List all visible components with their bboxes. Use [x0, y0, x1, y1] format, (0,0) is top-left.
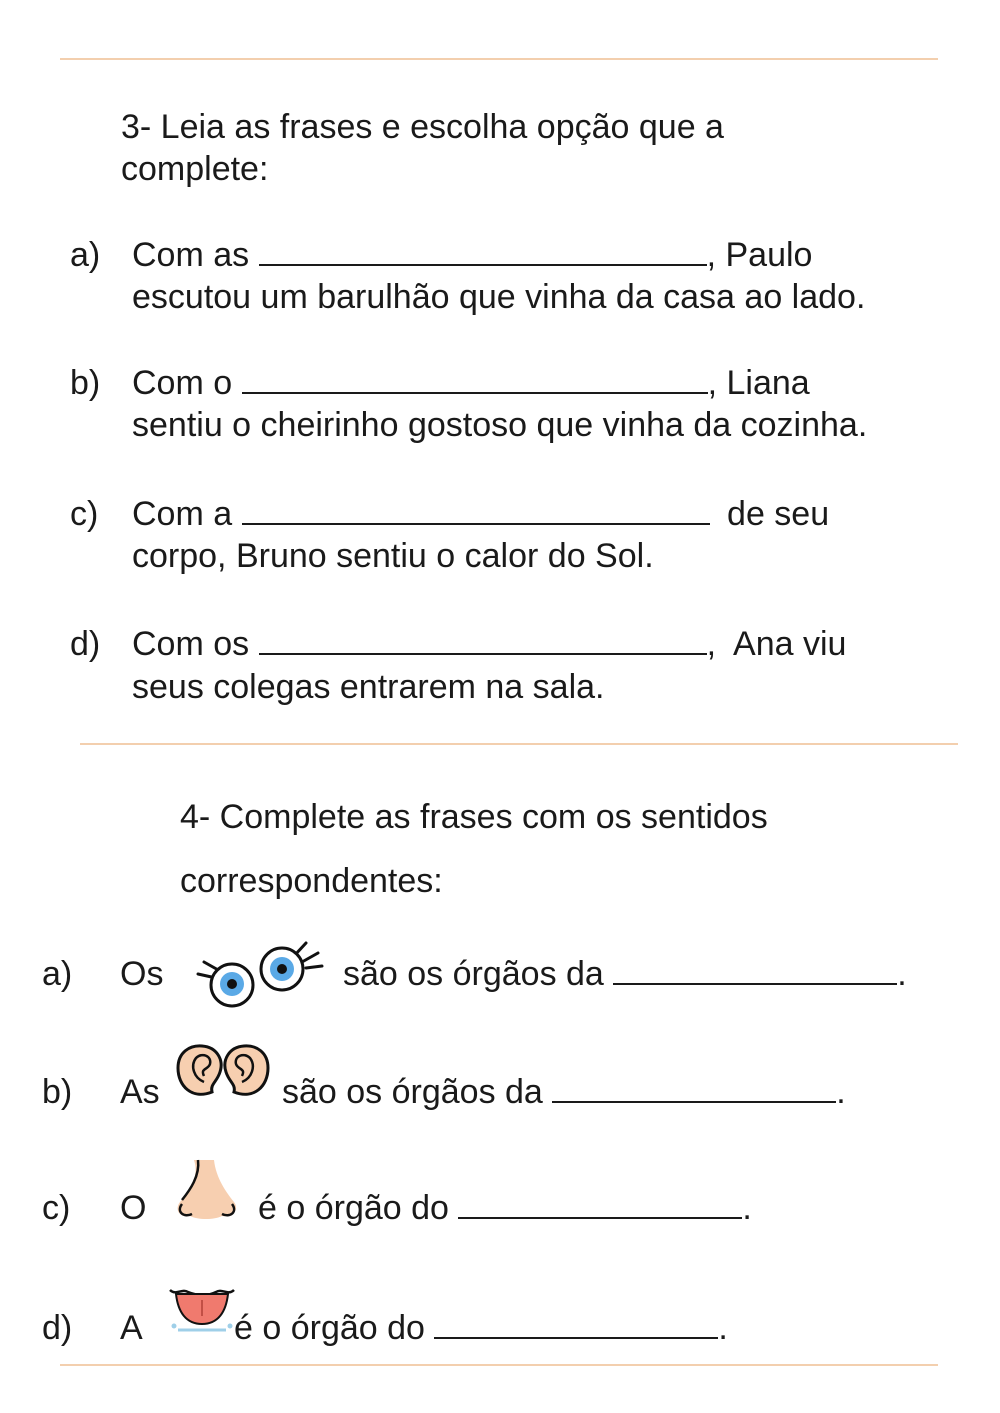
- q4-item-d-line: [234, 1307, 728, 1349]
- q3-item-c-marker: c): [70, 495, 99, 533]
- q3-item-c-after: de seu: [727, 495, 830, 533]
- eyes-icon: [190, 938, 330, 1010]
- q4-item-d-blank[interactable]: [434, 1307, 718, 1339]
- q4-item-d-word: A: [120, 1309, 143, 1347]
- q4-item-b-word: As: [120, 1073, 160, 1111]
- q3-item-b-before: Com o: [132, 364, 233, 402]
- ears-icon: [172, 1042, 274, 1104]
- q4-item-d-end: .: [718, 1309, 728, 1347]
- q3-item-d-line2: seus colegas entrarem na sala.: [132, 668, 605, 706]
- q3-item-b-line2: sentiu o cheirinho gostoso que vinha da cozinha.: [132, 406, 868, 444]
- q4-item-a-marker: a): [42, 955, 73, 993]
- q3-item-d-marker: d): [70, 625, 101, 663]
- q4-item-b-text: são os órgãos da: [282, 1073, 543, 1111]
- q3-item-b-marker: b): [70, 364, 101, 402]
- q3-item-a-before: Com as: [132, 236, 250, 274]
- q4-item-c-blank[interactable]: [458, 1187, 742, 1219]
- q3-item-b-blank[interactable]: [242, 362, 708, 394]
- q3-item-c-line1: [132, 493, 829, 535]
- q3-item-a-marker: a): [70, 236, 101, 274]
- q3-item-c-blank[interactable]: [242, 493, 710, 525]
- q4-item-c-word: O: [120, 1189, 147, 1227]
- q4-item-a-line: [343, 953, 907, 995]
- q3-item-a-blank[interactable]: [259, 234, 707, 266]
- q4-item-b-blank[interactable]: [552, 1071, 836, 1103]
- q4-item-a-word: Os: [120, 955, 164, 993]
- q4-item-a-end: .: [897, 955, 907, 993]
- q4-item-b-line: [282, 1071, 846, 1113]
- q3-item-a-line2: escutou um barulhão que vinha da casa ao lado.: [132, 278, 866, 316]
- q4-item-a-blank[interactable]: [613, 953, 897, 985]
- q4-item-d-text: é o órgão do: [234, 1309, 425, 1347]
- q4-item-c-end: .: [742, 1189, 752, 1227]
- bottom-divider: [60, 1364, 938, 1366]
- q3-item-b-after: , Liana: [707, 364, 810, 402]
- q3-item-d-blank[interactable]: [259, 623, 707, 655]
- q3-item-a-after: , Paulo: [706, 236, 813, 274]
- q3-item-b-line1: [132, 362, 810, 404]
- q4-item-b-marker: b): [42, 1073, 73, 1111]
- q4-item-a-text: são os órgãos da: [343, 955, 604, 993]
- q3-item-d-after: , Ana viu: [706, 625, 847, 663]
- tongue-icon: [166, 1282, 238, 1340]
- q3-item-d-line1: [132, 623, 846, 665]
- q3-item-c-line2: corpo, Bruno sentiu o calor do Sol.: [132, 537, 654, 575]
- q3-item-c-before: Com a: [132, 495, 233, 533]
- q4-item-d-marker: d): [42, 1309, 73, 1347]
- q4-title-line2: correspondentes:: [180, 862, 443, 900]
- q4-item-c-text: é o órgão do: [258, 1189, 449, 1227]
- nose-icon: [172, 1156, 242, 1222]
- q3-item-a-line1: [132, 234, 812, 276]
- top-divider: [60, 58, 938, 60]
- q3-title-line1: 3- Leia as frases e escolha opção que a: [121, 108, 724, 146]
- q4-title-line1: 4- Complete as frases com os sentidos: [180, 798, 768, 836]
- q3-title-line2: complete:: [121, 150, 269, 188]
- q4-item-b-end: .: [836, 1073, 846, 1111]
- q4-item-c-marker: c): [42, 1189, 71, 1227]
- middle-divider: [80, 743, 958, 745]
- q3-item-d-before: Com os: [132, 625, 250, 663]
- q4-item-c-line: [258, 1187, 752, 1229]
